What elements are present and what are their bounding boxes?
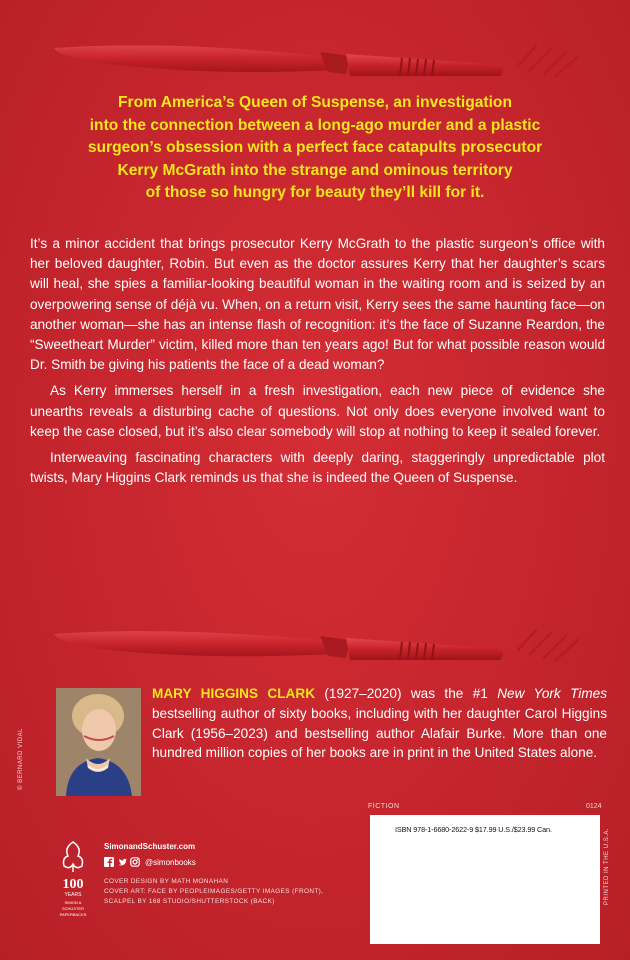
scalpel-illustration	[50, 612, 590, 672]
publisher-website[interactable]: SimonandSchuster.com	[104, 842, 196, 851]
bio-text: bestselling author of sixty books, including with her daughter Carol Higgins Clark (1956–2023) and bestselling author Alafair Burke. More than one hundred million copies of her books are in print in the United States alone.	[152, 705, 607, 761]
printed-in: PRINTED IN THE U.S.A.	[604, 827, 610, 905]
credit-line: COVER ART: FACE BY PEOPLEIMAGES/GETTY IMAGES (FRONT),	[104, 888, 324, 895]
twitter-icon[interactable]	[117, 857, 127, 867]
social-links	[104, 857, 196, 867]
credit-line: SCALPEL BY 168 STUDIO/SHUTTERSTOCK (BACK)	[104, 898, 275, 905]
publisher-info	[104, 842, 196, 867]
bio-text: (1927–2020) was the #1	[315, 686, 498, 701]
author-name: MARY HIGGINS CLARK	[152, 686, 316, 701]
svg-text:SIMON &: SIMON &	[64, 900, 82, 905]
synopsis-paragraph: As Kerry immerses herself in a fresh investigation, each new piece of evidence she unearths reveals a disturbing cache of questions. Not only does everyone involved want to keep the case closed, but it’s also clear somebody will stop at nothing to keep it sealed forever.	[30, 383, 605, 439]
instagram-icon[interactable]	[130, 857, 140, 867]
tagline: From America’s Queen of Suspense, an investigation into the connection between a long-ago murder and a plastic surgeon’s obsession with a perfect face catapults prosecutor Kerry McGrath into the strange and ominous territory of those so hungry for beauty they’ll kill for it.	[87, 94, 543, 201]
photo-credit: © BERNARD VIDAL	[18, 728, 24, 790]
credit-line: COVER DESIGN BY MATH MONAHAN	[104, 878, 229, 885]
product-code: 0124	[586, 803, 602, 810]
svg-text:PAPERBACKS: PAPERBACKS	[59, 912, 87, 917]
svg-text:100: 100	[62, 877, 84, 892]
social-handle[interactable]: @simonbooks	[145, 857, 196, 867]
publisher-logo-icon	[54, 840, 92, 922]
author-photo	[56, 688, 141, 796]
barcode-area	[370, 815, 600, 944]
svg-text:SCHUSTER: SCHUSTER	[61, 906, 85, 911]
bio-title: New York Times	[497, 686, 607, 701]
cover-credits	[104, 877, 323, 907]
synopsis-paragraph: It’s a minor accident that brings prosecutor Kerry McGrath to the plastic surgeon’s office with her beloved daughter, Robin. But even as the doctor assures Kerry that her daughter’s scars will heal, she spies a familiar-looking beautiful woman in the waiting room and is seized by an overpowering sense of déjà vu. When, on a return visit, Kerry sees the same haunting face—on another woman—she has an intense flash of recognition: it’s the face of Suzanne Reardon, the “Sweetheart Murder” victim, killed more than ten years ago! But for what possible reason would Dr. Smith be giving his patients the face of a dead woman?	[30, 236, 605, 373]
facebook-icon[interactable]	[104, 857, 114, 867]
svg-text:YEARS: YEARS	[64, 892, 82, 898]
isbn-price: ISBN 978-1-6680-2622-9 $17.99 U.S./$23.99 Can.	[395, 825, 552, 834]
synopsis-paragraph: Interweaving fascinating characters with deeply daring, staggeringly unpredictable plot twists, Mary Higgins Clark reminds us that she is indeed the Queen of Suspense.	[30, 450, 605, 486]
synopsis	[30, 234, 605, 488]
scalpel-illustration	[50, 30, 590, 90]
genre-label: FICTION	[368, 803, 400, 810]
author-bio	[152, 684, 607, 763]
